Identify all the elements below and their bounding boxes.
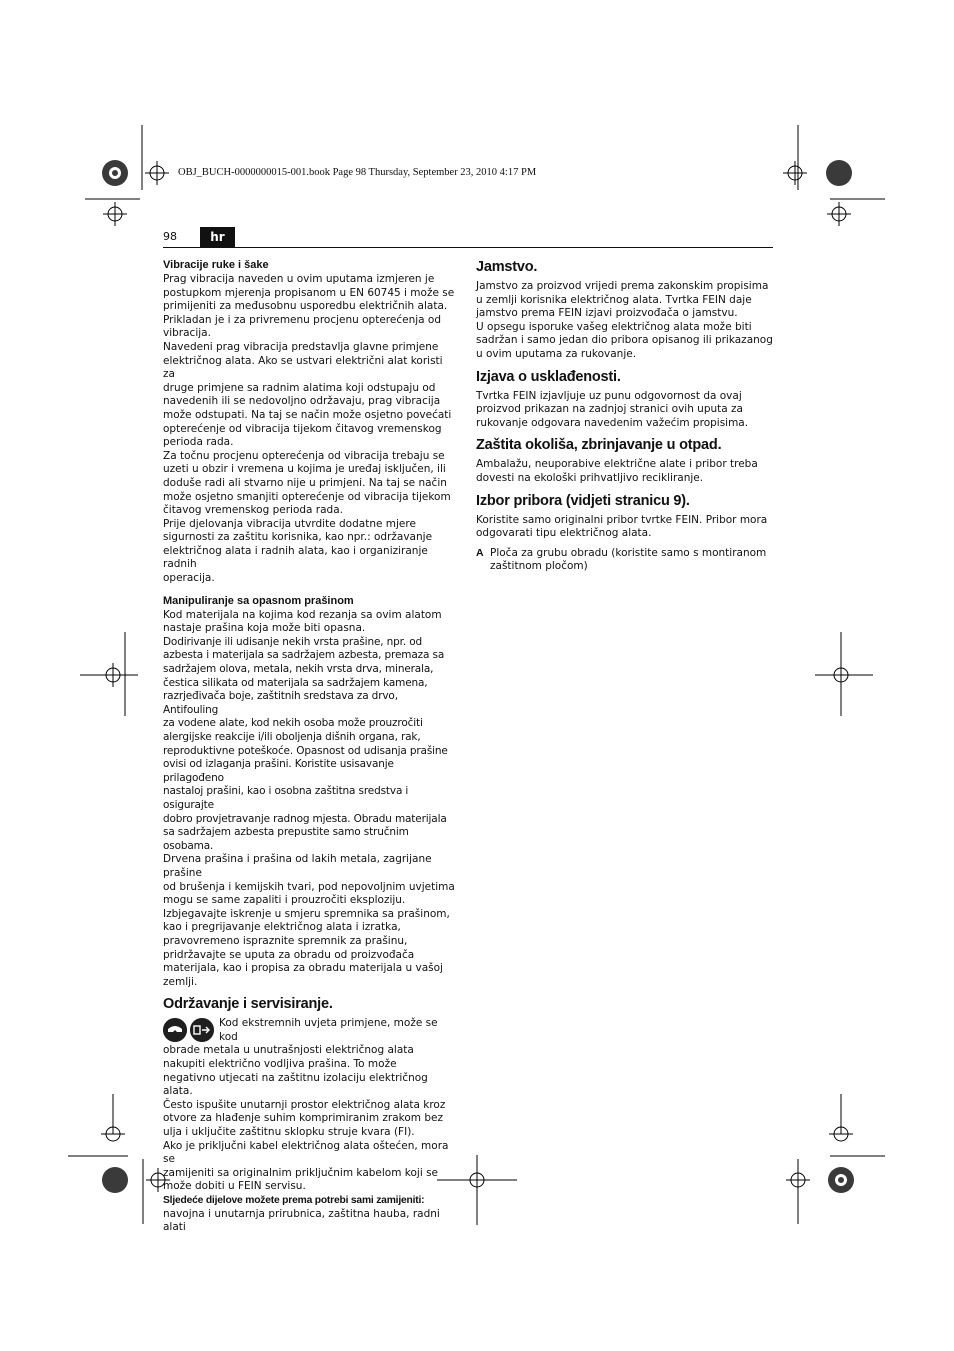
left-column bbox=[163, 258, 456, 1235]
vibration-paragraph: Prag vibracija naveden u ovim uputama izmjeren je postupkom mjerenja propisanom u EN 60745 i može se primijeniti za međusobnu usporedbu električnih alata. Prikladan je i za privremenu procjenu opterećenja od vibracija. bbox=[163, 273, 455, 340]
accessories-text: Koristite samo originalni pribor tvrtke FEIN. Pribor mora odgovarati tipu električnog alata. bbox=[476, 513, 768, 540]
conformity-text: Tvrtka FEIN izjavljuje uz punu odgovornost da ovaj proizvod prikazan na zadnjoj stranici ovih uputa za rukovanje odgovara navedenim važećim propisima. bbox=[476, 389, 749, 429]
eye-protection-icon bbox=[163, 1018, 187, 1042]
environment-text: Ambalažu, neuporabive električne alate i pribor treba dovesti na ekološki prihvatljivo recikliranje. bbox=[476, 458, 758, 484]
warranty-paragraph: U opsegu isporuke vašeg električnog alata može biti sadržan i samo jedan dio pribora opisanog ili prikazanog u ovim uputama za rukovanje. bbox=[476, 320, 773, 360]
vibration-paragraph: Navedeni prag vibracija predstavlja glavne primjene električnog alata. Ako se ustvari električni alat koristi za druge primjene sa radnim alatima koji odstupaju od navedenih ili se nedovoljno održavaju, prag vibracija može odstupati. Na taj se način može osjetno povećati opterećenje od vibracija tijekom čitavog vremenskog perioda rada. bbox=[163, 340, 452, 449]
maintenance-icons bbox=[163, 1018, 215, 1044]
dust-paragraph: Drvena prašina i prašina od lakih metala, zagrijane prašine od brušenja i kemijskih tvari, pod nepovoljnim uvjetima mogu se same zapaliti i prouzročiti eksploziju. bbox=[163, 853, 455, 907]
registration-mark-middle-right bbox=[815, 632, 875, 722]
registration-mark-middle-left bbox=[80, 632, 140, 722]
maintenance-paragraph: Ako je priključni kabel električnog alata oštećen, mora se zamijeniti sa originalnim priključnim kabelom koji se može dobiti u FEIN servisu. bbox=[163, 1139, 449, 1193]
maintenance-paragraph: Kod ekstremnih uvjeta primjene, može se kod obrade metala u unutrašnjosti električnog alata nakupiti električno vodljiva prašina. To može negativno utjecati na zaštitnu izolaciju električnog alata. Često ispušite unutarnji prostor električnog alata kroz otvore za hlađenje suhim komprimiranim zrakom bez ulja i uključite zaštitnu sklopku struje kvara (FI). bbox=[163, 1017, 446, 1139]
dust-paragraph: Dodirivanje ili udisanje nekih vrsta prašine, npr. od azbesta i materijala sa sadržajem azbesta, premaza sa sadržajem olova, metala, nekih vrsta drva, minerala, čestica silikata od materijala sa sadržajem kamena, razrjeđivača boje, zaštitnih sredstava za drvo, Antifouling za vodene alate, kod nekih osoba može prouzročiti alergijske reakcije i/ili oboljenja dišnih organa, rak, reproduktivne poteškoće. Opasnost od udisanja prašine ovisi od izlaganja prašini. Koristite usisavanje prilagođeno nastaloj prašini, kao i osobna zaštitna sredstva i osigurajte dobro provjetravanje radnog mjesta. Obradu materijala sa sadržajem azbesta prepustite samo stručnim osobama. bbox=[163, 635, 448, 852]
warranty-heading: Jamstvo. bbox=[476, 259, 538, 275]
warranty-paragraph: Jamstvo za proizvod vrijedi prema zakonskim propisima u zemlji korisnika električnog alata. Tvrtka FEIN daje jamstvo prema FEIN izjavi proizvođača o jamstvu. bbox=[476, 280, 769, 320]
registration-mark-top-left bbox=[85, 125, 175, 235]
registration-mark-top-right bbox=[755, 125, 885, 235]
vibration-heading: Vibracije ruke i šake bbox=[163, 259, 269, 271]
environment-heading: Zaštita okoliša, zbrinjavanje u otpad. bbox=[476, 437, 722, 454]
dust-paragraph: Kod materijala na kojima kod rezanja sa ovim alatom nastaje prašina koja može biti opasna. bbox=[163, 608, 442, 635]
conformity-heading: Izjava o usklađenosti. bbox=[476, 368, 621, 385]
dust-heading: Manipuliranje sa opasnom prašinom bbox=[163, 594, 354, 607]
header-divider bbox=[163, 247, 773, 248]
accessories-heading: Izbor pribora (vidjeti stranicu 9). bbox=[476, 492, 690, 509]
replace-parts-label: Sljedeće dijelove možete prema potrebi sami zamijeniti: bbox=[163, 1195, 425, 1206]
vibration-paragraph: Prije djelovanja vibracija utvrdite dodatne mjere sigurnosti za zaštitu korisnika, kao npr.: održavanje električnog alata i radnih alata, kao i organiziranje radnih operacija. bbox=[163, 517, 433, 585]
page-number: 98 bbox=[163, 230, 177, 243]
dust-paragraph: Izbjegavajte iskrenje u smjeru spremnika sa prašinom, kao i pregrijavanje električnog alata i izratka, pravovremeno ispraznite spremnik za prašinu, pridržavajte se uputa za obradu od proizvođača materijala, kao i propisa za obradu materijala u vašoj zemlji. bbox=[163, 907, 450, 988]
accessory-letter: A bbox=[476, 546, 484, 559]
print-job-header: OBJ_BUCH-0000000015-001.book Page 98 Thursday, September 23, 2010 4:17 PM bbox=[178, 167, 537, 178]
vibration-paragraph: Za točnu procjenu opterećenja od vibracija trebaju se uzeti u obzir i vremena u kojima je uređaj isključen, ili doduše radi ali stvarno nije u primjeni. Na taj se način može osjetno smanjiti opterećenje od vibracija tijekom čitavog vremenskog perioda rada. bbox=[163, 449, 451, 517]
language-badge: hr bbox=[200, 227, 235, 247]
maintenance-heading: Održavanje i servisiranje. bbox=[163, 996, 333, 1013]
accessory-list-item bbox=[476, 547, 773, 574]
disconnect-plug-icon bbox=[190, 1018, 214, 1042]
accessory-description: Ploča za grubu obradu (koristite samo s montiranom zaštitnom pločom) bbox=[490, 546, 767, 573]
registration-mark-bottom-right bbox=[755, 1094, 885, 1224]
replace-parts-text: navojna i unutarnja prirubnica, zaštitna hauba, radni alati bbox=[163, 1207, 440, 1234]
registration-mark-bottom-left bbox=[68, 1094, 178, 1224]
right-column bbox=[476, 258, 773, 574]
